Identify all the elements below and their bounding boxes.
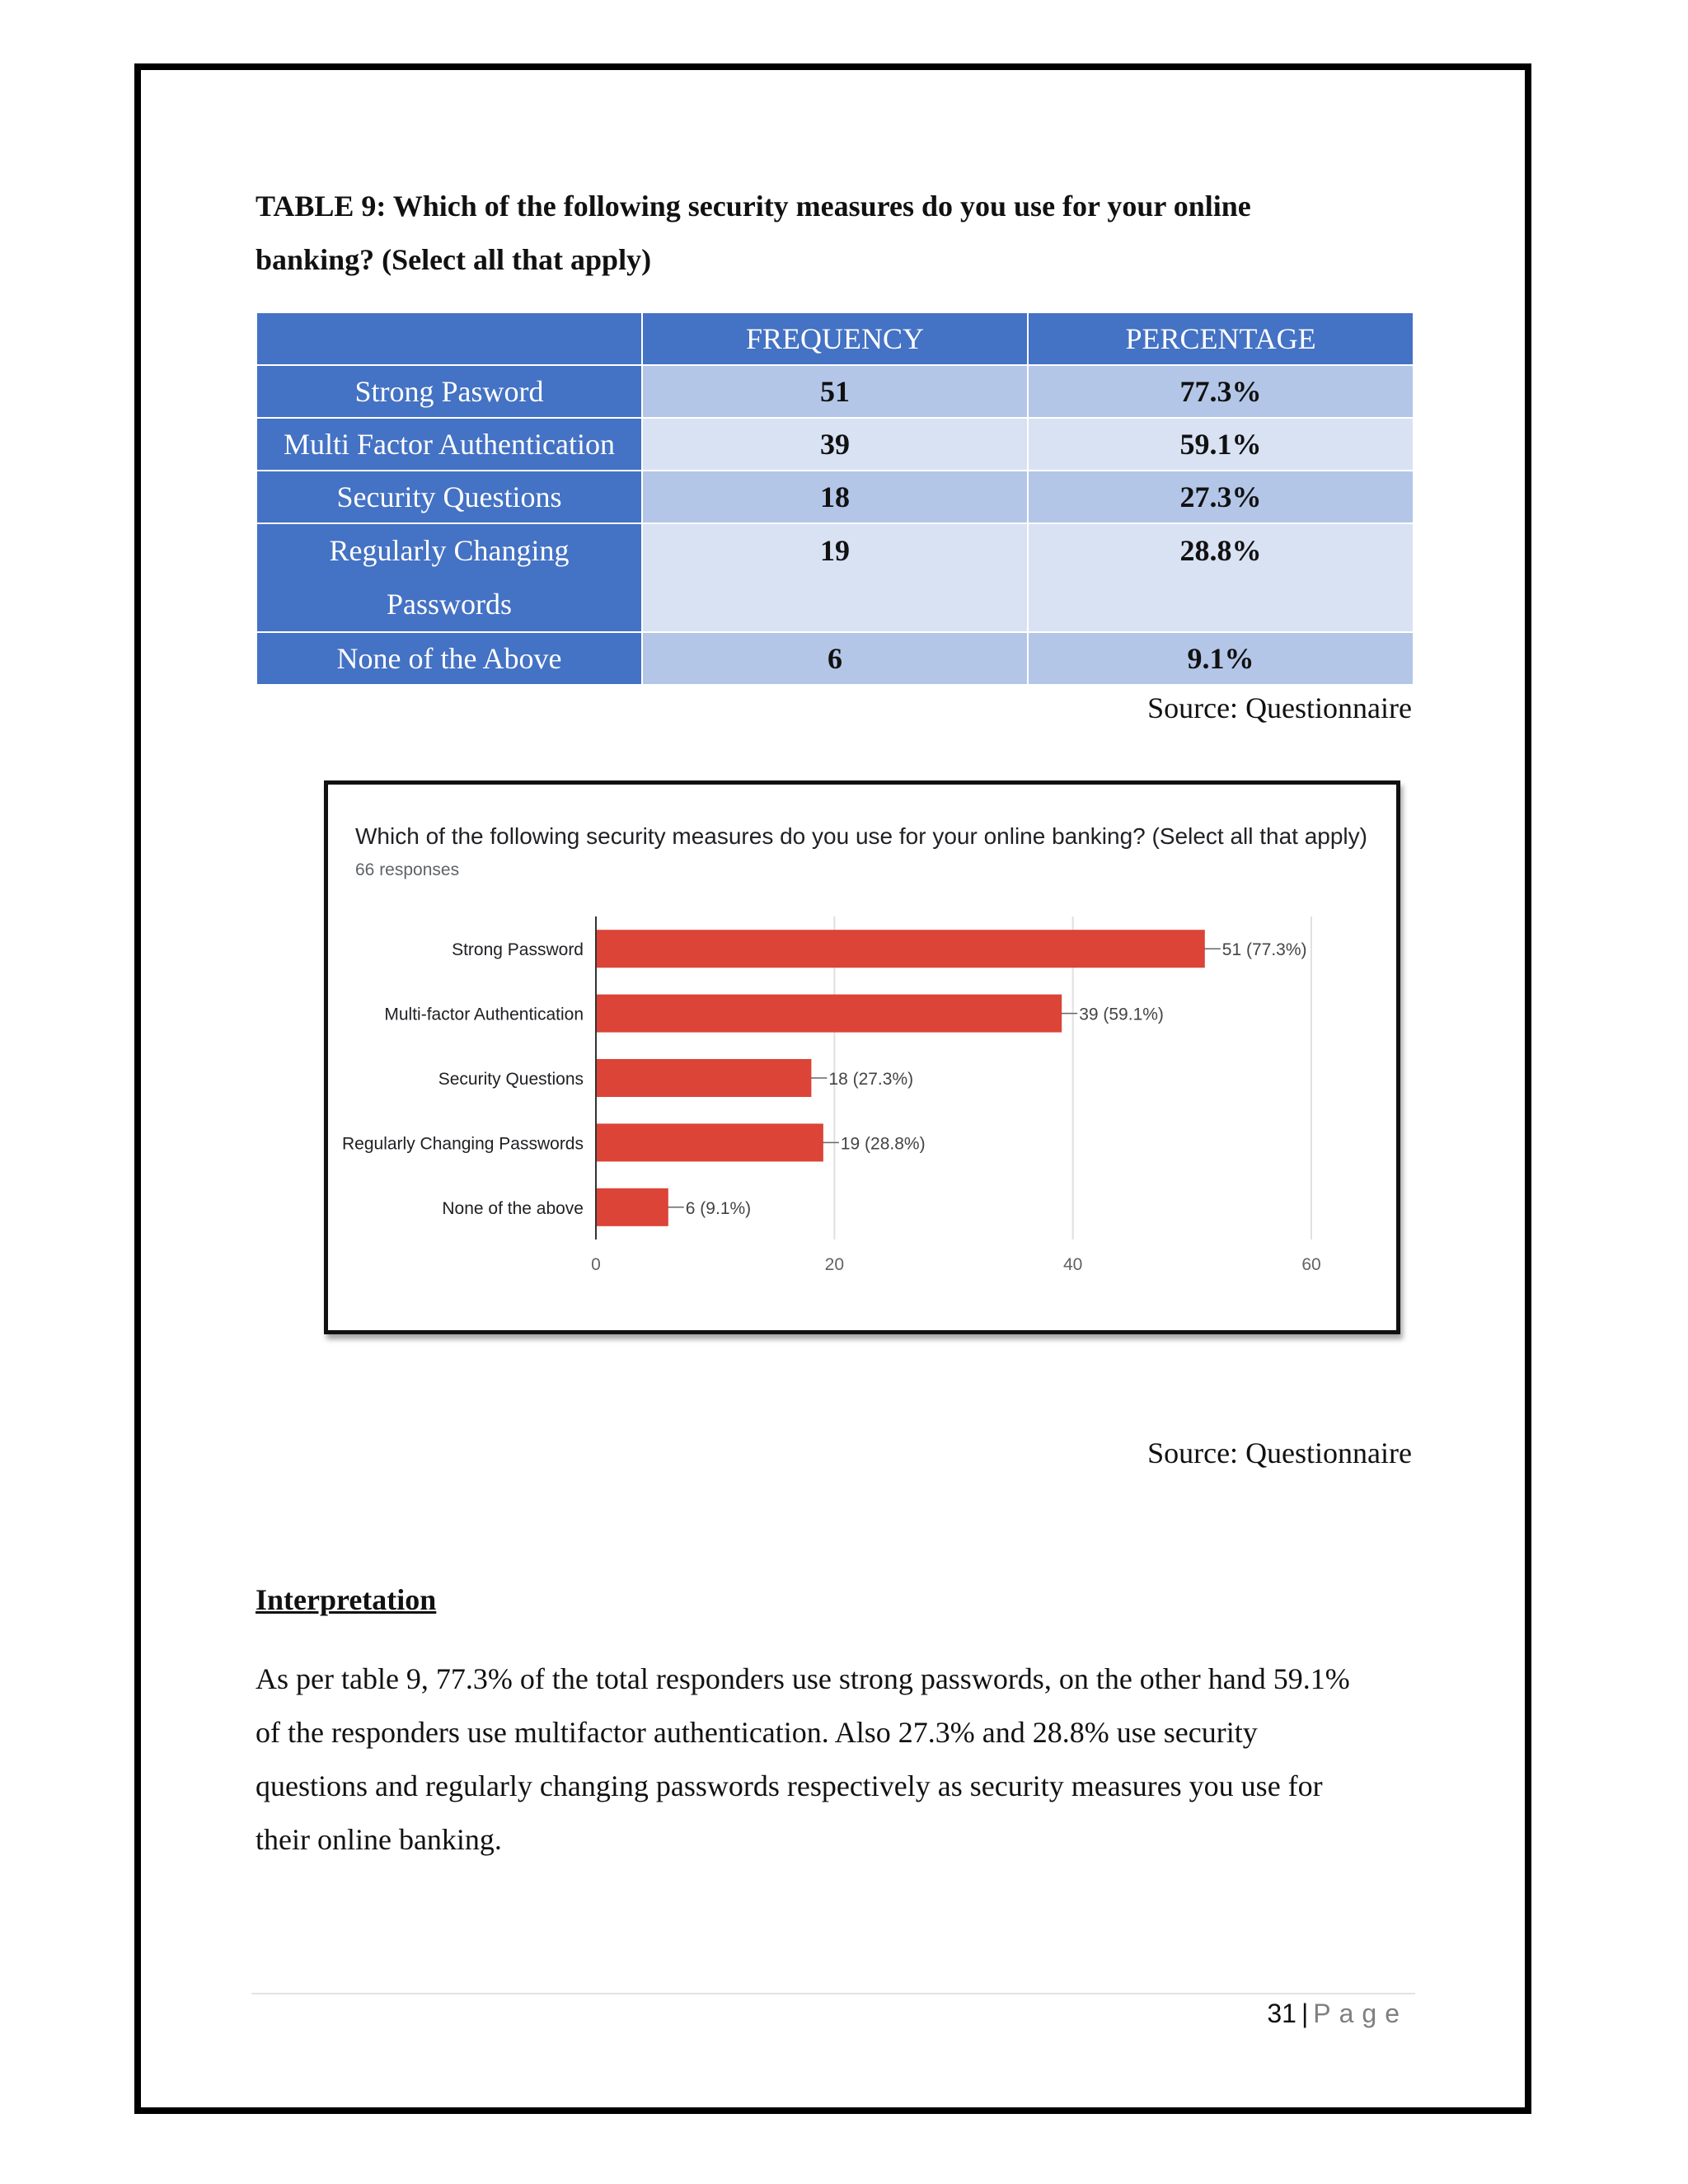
page-footer (1267, 1999, 1408, 2029)
interpretation-heading: Interpretation (256, 1583, 437, 1616)
row-label: Multi Factor Authentication (256, 418, 642, 471)
category-label: Security Questions (438, 1070, 584, 1089)
table-row (256, 365, 1414, 418)
header-cell-blank (256, 312, 642, 365)
row-percentage: 77.3% (1028, 365, 1414, 418)
paragraph-line-4: their online banking. (256, 1823, 502, 1856)
bar-chart-figure (324, 780, 1400, 1334)
row-percentage: 59.1% (1028, 418, 1414, 471)
row-label-line-2: Passwords (386, 588, 512, 621)
data-label: 51 (77.3%) (1221, 940, 1307, 960)
row-frequency: 51 (642, 365, 1028, 418)
table-row (256, 471, 1414, 523)
data-label: 6 (9.1%) (685, 1198, 752, 1218)
interpretation-paragraph (256, 1652, 1426, 1867)
bar-chart (328, 785, 1396, 1330)
category-label: Multi-factor Authentication (384, 1005, 584, 1024)
row-percentage: 27.3% (1028, 471, 1414, 523)
data-label: 19 (28.8%) (840, 1134, 926, 1154)
footer-separator: | (1301, 1999, 1309, 2028)
bar (597, 930, 1205, 968)
data-label: 18 (27.3%) (828, 1070, 914, 1089)
row-frequency: 39 (642, 418, 1028, 471)
x-tick-label: 20 (824, 1255, 845, 1274)
chart-subtitle: 66 responses (355, 860, 460, 879)
table-title-line-2: banking? (Select all that apply) (256, 243, 652, 276)
bar (597, 1059, 811, 1097)
row-frequency: 18 (642, 471, 1028, 523)
page-number: 31 (1267, 1999, 1296, 2028)
row-percentage: 9.1% (1028, 632, 1414, 685)
data-label: 39 (59.1%) (1079, 1005, 1164, 1024)
table-header-row (256, 312, 1414, 365)
paragraph-line-2: of the responders use multifactor authentication. Also 27.3% and 28.8% use security (256, 1716, 1258, 1749)
page-word: Page (1313, 1999, 1408, 2028)
header-cell-percentage: PERCENTAGE (1028, 312, 1414, 365)
x-tick-label: 60 (1301, 1255, 1321, 1274)
x-tick-label: 0 (591, 1255, 601, 1274)
table-row (256, 523, 1414, 632)
row-label: Strong Pasword (256, 365, 642, 418)
table-row (256, 632, 1414, 685)
table-source: Source: Questionnaire (1147, 691, 1412, 724)
chart-source: Source: Questionnaire (1147, 1436, 1412, 1469)
row-label (256, 523, 642, 632)
results-table (256, 312, 1414, 686)
row-percentage: 28.8% (1028, 523, 1414, 632)
category-label: Regularly Changing Passwords (342, 1134, 584, 1154)
row-label: Security Questions (256, 471, 642, 523)
footer-rule (251, 1993, 1415, 1994)
row-frequency: 6 (642, 632, 1028, 685)
table-title-line-1: TABLE 9: Which of the following security measures do you use for your online (256, 190, 1251, 223)
chart-title: Which of the following security measures do you use for your online banking? (Select all that apply) (355, 823, 1367, 849)
category-label: None of the above (442, 1198, 584, 1218)
paragraph-line-1: As per table 9, 77.3% of the total responders use strong passwords, on the other hand 59.1% (256, 1662, 1350, 1695)
row-label: None of the Above (256, 632, 642, 685)
row-label-line-1: Regularly Changing (329, 534, 570, 567)
category-label: Strong Password (452, 940, 584, 960)
header-cell-frequency: FREQUENCY (642, 312, 1028, 365)
x-tick-label: 40 (1062, 1255, 1083, 1274)
table-row (256, 418, 1414, 471)
row-frequency: 19 (642, 523, 1028, 632)
table-title (256, 180, 1426, 287)
paragraph-line-3: questions and regularly changing passwords respectively as security measures you use for (256, 1769, 1323, 1802)
bar (597, 1188, 668, 1226)
bar (597, 995, 1062, 1033)
bar (597, 1123, 823, 1161)
